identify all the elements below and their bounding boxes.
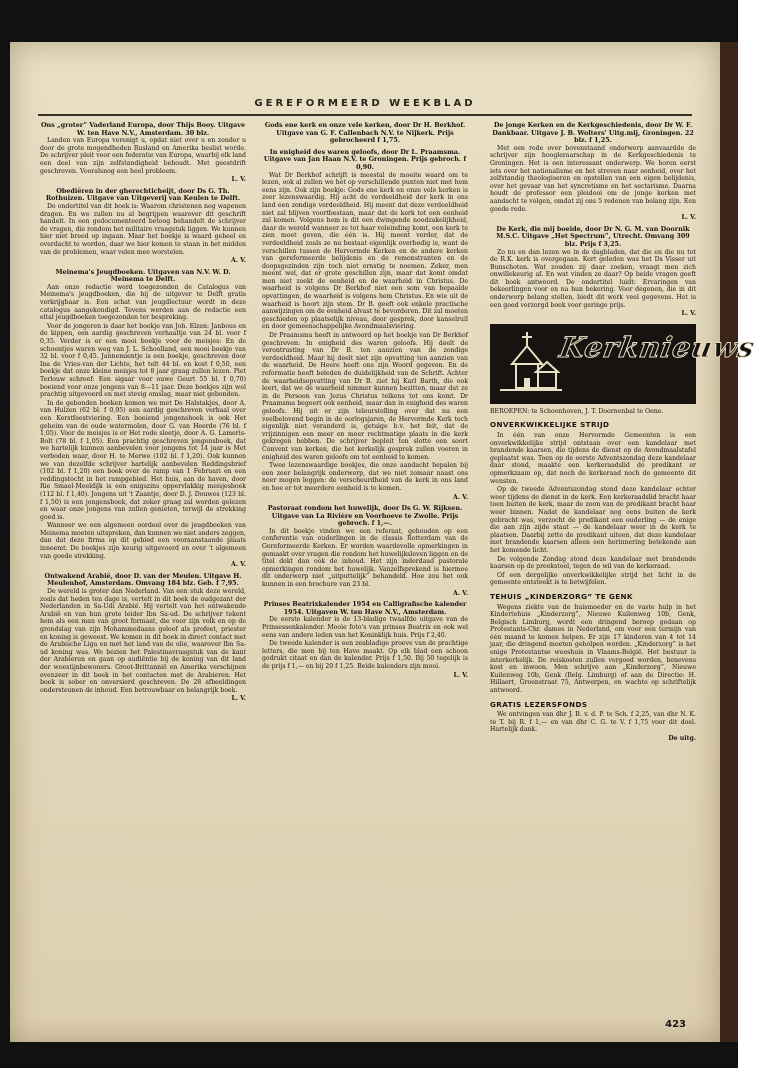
review-title: Ontwakend Arabië, door D. van der Meulen. Uitgave H. Meulenhof, Amsterdam. Omvang 184 blz. Geb. f 7,95. bbox=[44, 571, 242, 588]
review-paragraph: Twee lezenswaardige boekjes, die onze aandacht bepalen bij een zeer belangrijk onderwerp, dat we niet zomaar naast ons neer mogen leggen: de verscheurdheid van de kerk in ons land en hoe er tot meerdere eenheid is te komen. bbox=[262, 462, 468, 492]
review-author: A. V. bbox=[453, 589, 468, 597]
review-author: L. V. bbox=[681, 214, 696, 222]
section-paragraph: Wegens ziekte van de huismoeder en de vaste hulp in het Kindertehuis „Kinderzorg”, Nieuwe Kuilenweg 10b, Genk, Belgisch Limburg, wordt een dringend beroep gedaan op Protestants-Chr. dames in Nederland, om voor een termijn van één maand te komen helpen. Er zijn 17 kinderen van 4 tot 14 jaar, die dringend moeten geholpen worden. „Kinderzorg” is het enige Protestantse weeshuis in Vlaams-België. Het bestuur is interkerkelijk. De reiskosten zullen vergoed worden, benevens kost en inwoon. Men schrijve aan „Kinderzorg”, Nieuwe Kuilenweg 10b, Genk (Belg. Limburg) of aan de Directie: H. Hillaert, Groenstraat 75, Antwerpen, en wachte op schriftelijk antwoord. bbox=[490, 603, 696, 695]
news-section bbox=[490, 421, 696, 586]
review-title: Meinema's Jeugdboeken. Uitgaven van N.V. W. D. Meinema te Delft. bbox=[55, 267, 231, 284]
review-entry bbox=[262, 149, 468, 501]
closing-signature: De uitg. bbox=[668, 735, 696, 742]
review-title: De jonge Kerken en de Kerkgeschiedenis, door Dr W. F. Dankbaar. Uitgave J. B. Wolters' Uitg.mij, Groningen. 22 blz. f 1,25. bbox=[492, 121, 694, 145]
beroepen-text: BEROEPEN: te Schoonhoven, J. T. Doornenbal te Oene. bbox=[490, 407, 664, 415]
review-author: L. V. bbox=[231, 695, 246, 703]
review-paragraph: De eerste kalender is de 13-bladige twaalfde uitgave van de Prinsessenkalender. Mooie foto's van prinses Beatrix en ook wel eens van andere leden van het Koninklijk huis. Prijs f 2,40. bbox=[262, 616, 468, 639]
review-title: De Kerk, die mij boeide, door Dr N. G. M. van Doornik M.S.C. Uitgave „Het Spectrum”, Utrecht. Omvang 309 blz. Prijs f 3,25. bbox=[496, 224, 690, 248]
review-title: Gods ene kerk en onze vele kerken, door Dr H. Berkhof. Uitgave van G. F. Callenbach N.V. te Nijkerk. Prijs gebrocheerd f 1,75. bbox=[264, 121, 466, 145]
review-paragraph: De wereld is groter dan Nederland. Van een stuk deze wereld, zoals dat heden ten dage is, vertelt in dit boek de oudgezant der Nederlanden in Sa-Udi Arabië. Hij vertelt van het ontwakende Arabië en van hun grote leider Ibn Sa-ud. De schrijver tekent hem als een man van groot formaat, die voor zijn volk en op de grondslag van zijn Mohammedaans geloof als profeet, priester en koning is geweest. We komen in dit boek in direct contact met de Arabische Liga en met het land van de olie, waarover Ibn Sa-ud koning was. We bezien het Palestinavraagstuk van de kant der Arabieren en gaan op audiëntie bij de koning van dit land der woestijnbewoners. Groot-Brittannië en Amerika verschijnen evenzeer in dit boek in het contacten met de Arabieren. Het boek is sober en onversierd geschreven. De 28 afbeeldingen ondersteunen de inhoud. Een betrouwbaar en belangrijk boek. bbox=[40, 588, 246, 694]
review-entry bbox=[490, 226, 696, 318]
review-author: L. V. bbox=[231, 176, 246, 184]
review-paragraph: Dr Praamsma heeft in antwoord op het boekje van Dr Berkhof geschreven: In enigheid des waren geloofs. Hij deelt de verontrusting van Dr B. ten aanzien van de zondige verdeeldheid. Maar hij deelt niet zijn opvatting ten aanzien van de waarheid. De Heere heeft ons zijn Woord gegeven. En de reformatie heeft beleden de duidelijkheid van de Schrift. Achter de waarheidsopvatting van Dr B. ziet hij Karl Barth, die ook leert, dat we de waarheid nimmer kunnen bezitten, maar dat ze in de Persoon van Jezus Christus telkens tot ons komt. Dr Praamsma begeert ook eenheid, maar dan in enigheid des waren geloofs. Hij uit er zijn teleurstelling over dat nu een veelbelovend begin in de oorlogsjaren, de Hervormde Kerk toch eigenlijk niet veranderd is, getuige b.v. het feit, dat de vrijzinnigen een meer en meer rechtmatige plaats in die kerk gekregen hebben. De schrijver bepleit ten slotte een soort Convent van kerken, die het kerkelijk gesprek zullen voeren in enigheid des waren geloofs om tot eenheid te komen. bbox=[262, 332, 468, 461]
column-2 bbox=[262, 122, 468, 683]
review-paragraph: Voor de jongeren is daar het boekje van Joh. Elzen: Janbous en de kippen, een aardig geschreven verhaaltje van 24 bl. voor f 0,35. Verder is er een mooi boekje voor de meisjes: En de schoentjes waren weg van J. L. Schoolland, een mooi boekje van 32 bl. voor f 0,45. Jannemientje is een boekje, geschreven door Ina de Vries-van der Lichte, het telt 44 bl. en kost f 0,50, een boekje dat onze kleine meisjes tot 8 jaar graag zullen lezen. Piet Terlouw schreef: Een sigaar voor ouwe Geurt 55 bl. f 0,70) boeiend voor onze jongens van 8—11 jaar. Deze boekjes zijn wel prachtig uitgevoerd en met stevig omslag, maar niet gebonden. bbox=[40, 322, 246, 399]
review-paragraph: De tweede kalender is een zeabladige proeve van de prachtige letters, die men bij ten Have maakt. Op elk blad een schoon gedrukt citaat en dan de kalender. Prijs f 1,50. Bij 50 tegelijk is de prijs f 1,— en bij 20 f 1,25. Beide kalenders zijn mooi. bbox=[262, 640, 468, 670]
review-paragraph: Wat Dr Berkhof schrijft is meestal de moeite waard om te lezen, ook al zullen we het op verschillende punten niet met hem eens zijn. Ook zijn boekje: Gods ene kerk en onze vele kerken is zeer lezenswaardig. Hij acht de verdeeldheid der kerk in ons land een zondige verdeeldheid. Hij meent dat deze verdeeldheid niet zal blijven voortbestaan, maar dat de kerk tot een eenheid zal komen. Volgens hem is dit een dwingende noodzakelijkheid, daar de wereld wanneer ze tot haar voleinding komt, een kerk te zien moet geven, die één is. Hij meent verder, dat de verdeeldheid zoals ze nu bestaat eigenlijk overbodig is, want de verschillen tussen de Hervormde Kerken en de andere kerken van gereformeerde belijdenis en de remonstranten en de doopsgezinden zijn toch niet ernstig te noemen. Zeker, men meent wel, dat er grote geschillen zijn, maar dat komt omdat men niet zoekt de eenheid en de waarheid in Christus. De waarheid is volgens Dr Berkhof niet een som van bepaalde opvattingen, de waarheid is volgens hem Christus. En wie uit de waarheid is hoort zijn stem. Dr B. geeft ook enkele practische aanwijzingen om de eenheid alvast te bevorderen. Dit zal moeten geschieden op plaatselijk niveau, door gesprek, door kanselruil en door gemeenschappelijke Avondmaalsviering. bbox=[262, 171, 468, 331]
review-entry bbox=[490, 122, 696, 222]
review-entry bbox=[262, 601, 468, 679]
review-paragraph: In de gebonden boeken komen we met De Halstakjes, door A. van Hulzen (62 bl. f 0,95) een aardig geschreven verhaal over een Kerstfeestviering. Een boeiend jongensboek is ook Het geheim van de oude watermolen, door G. van Heerde (76 bl. f 1,05). Voor de meisjes is er Het rode sleetje, door A. G. Lameris-Bolt (78 bl. f 1,05). Een prachtig geschreven jongensboek, dat we hartelijk kunnen aanbevelen voor jongens tot 14 jaar is Met verboden waar, door H. te Merwe (102 bl. f 1,20). Ook kunnen we van dezelfde schrijver hartelijk aanbevelen Reddingsbrief (102 bl. f 1,20) een boek over de ramp van 1 Februari en een reddingstocht in het rampgebied. Het huis, aan de haven, door Rie Smael-Meeldijk is een enigszins oppervlakkig meisjesboek (112 bl. f 1,40). Jongens uit 't Zaantje, door D. J. Douwes (123 bl. f 1,50) is een jongensboek, dat zeker graag zal worden gelezen en waar onze jongens van zullen genieten, terwijl de strekking goed is. bbox=[40, 399, 246, 521]
section-paragraph: In één van onze Hervormde Gemeenten is een onverkwikkelijke strijd ontstaan over een kandelaar met brandende kaarsen, die tijdens de dienst op de Avondmaalstafel geplaatst was. Toen op de eerste Adventszondag deze kandelaar daar stond, maakte een kerkeraadslid de predikant er opmerkzaam op, dat noch de kerkeraad noch de gemeente dit wensten. bbox=[490, 432, 696, 485]
review-paragraph: Met een rede over bovenstaand onderwerp aanvaardde de schrijver zijn hoogleraarschap in de Kerkgeschiedenis te Groningen. Het is een interessant onderwerp. We horen eerst iets over het nationalisme en het streven naar eenheid, over het zelfstandig theologiseren en opstellen van een eigen belijdenis, over het gevaar van het syncretisme en het sectarisme. Daarna houdt de professor een pleidooi om de jonge kerken met aandacht te volgen, omdat zij ons 5 redenen van belang zijn. Een goede rede. bbox=[490, 144, 696, 213]
news-section bbox=[490, 701, 696, 743]
review-author: L. V. bbox=[453, 671, 468, 679]
review-paragraph: Zo nu en dan lezen we in de dagbladen, dat die en die nu tot de R.K. kerk is overgegaan. Kort geleden was het Ds Visser uit Bunschoten. Wat zouden zij daar zoeken, vraagt men zich onwillekeurig af. En wat vinden ze daar? Op beide vragen geeft dit boek antwoord. De ondertitel luidt: Ervaringen van bekeerlingen voor en na hun bekering. Voor degenen, die in dit onderwerp belang stellen, biedt dit werk veel gegevens. Het is een goed verzorgd boek voor geringe prijs. bbox=[490, 248, 696, 309]
page-header: GEREFORMEERD WEEKBLAD bbox=[254, 98, 476, 109]
section-paragraph: Op de tweede Adventszondag stond deze kandelaar echter weer tijdens de dienst in de kerk. Een kerkeraadslid bracht haar toen buiten de kerk, maar de zoon van de predikant bracht haar weer binnen. Nadat de kandelaar nog eens buiten de kerk gebracht was, verzocht de predikant een ouderling — de enige die aan zijn zijde staat — de kandelaar weer in de kerk te plaatsen. Daarbij zette de predikant uiteen, dat deze kandelaar met brandende kaarsen alleen een herinnering betekende aan het komende licht. bbox=[490, 486, 696, 554]
review-title: Pastoraat rondom het huwelijk, door Ds G. W. Rijksen. Uitgave van La Rivière en Voorhoeve te Zwolle. Prijs gebroch. f 1,—. bbox=[267, 504, 463, 528]
review-author: A. V. bbox=[453, 493, 468, 501]
section-paragraph: Of een dergelijke onverkwikkelijke strijd het licht in de gemeente ontsteekt is te betwijfelen. bbox=[490, 571, 696, 587]
review-paragraph: Wanneer we een algemeen oordeel over de jeugdboeken van Meinema moeten uitspreken, dan kunnen we niet anders zeggen, dan dat deze firma op dit gebied een vooraanstaande plaats inneemt. De boekjes zijn keurig uitgevoerd en over 't algemeen van goede strekking. bbox=[40, 522, 246, 560]
review-title: Prinses Beatrixkalender 1954 en Calligrafische kalender 1954. Uitgaven W. ten Have N.V., Amsterdam. bbox=[263, 600, 467, 616]
review-title: Obediëren in der gherechticheijt, door Ds G. Th. Rothuizen. Uitgave van Uitgeverij van Keulen te Delft. bbox=[45, 186, 241, 203]
review-entry bbox=[40, 122, 246, 184]
review-author: L. V. bbox=[681, 310, 696, 318]
news-section bbox=[490, 593, 696, 695]
section-paragraph: We ontvingen van dhr J. B. v. d. P. te Sch. f 2,25, van dhr N. K. te T. bij R. f 1,— en van dhr C. G. te V. f 1,75 voor dit doel. Hartelijk dank. bbox=[490, 711, 696, 734]
header-rule bbox=[38, 114, 692, 116]
section-heading: GRATIS LEZERSFONDS bbox=[490, 699, 588, 709]
book-spine bbox=[720, 42, 738, 1042]
review-entry bbox=[40, 573, 246, 703]
review-entry bbox=[40, 188, 246, 265]
review-paragraph: Aan onze redactie werd toegezonden de Catalogus van Meinema's jeugdboeken, die bij de uitgever te Delft gratis verkrijgbaar is. Een schat van jeugdlectuur wordt in deze catalogus aangekondigd. Tevens werden aan de redactie een eltal jeugdboeken toegezonden ter bespreking. bbox=[40, 283, 246, 322]
section-heading: ONVERKWIKKELIJKE STRIJD bbox=[490, 420, 610, 430]
column-1 bbox=[40, 122, 246, 707]
page-number: 423 bbox=[665, 1019, 686, 1030]
column-3 bbox=[490, 121, 758, 743]
kerknieuws-banner bbox=[490, 324, 758, 404]
review-author: A. V. bbox=[231, 561, 246, 569]
review-author: A. V. bbox=[231, 257, 246, 265]
section-paragraph: De volgende Zondag stond deze kandelaar met brandende kaarsen op de preekstoel, tegen de wil van de kerkeraad. bbox=[490, 555, 696, 571]
review-paragraph: Landen van Europa verenigt u, opdat niet over u en zonder u door de grote mogendheden Rusland en Amerika beslist worde. De schrijver pleit voor een federatie van Europa, waarbij elk land een deel van zijn zelfstandigheid behoudt. Met geestdrift geschreven. Vooralsnog een heel probleem. bbox=[40, 137, 246, 175]
review-paragraph: De ondertitel van dit boek is: Waarom christenen nog wapenen dragen. En we zullen nu al begrijpen waarover dit geschrift handelt. In een gedocumenteerd betoog behandelt de schrijver de vragen, die rondom het militaire vraagstuk liggen. We kunnen hier niet breed op ingaan. Maar het boekje is waard geheel en overdacht te worden, daar we hier komen te staan in het midden van de problemen, waar velen mee worstelen. bbox=[40, 202, 246, 256]
banner-title: Kerknieuws bbox=[557, 330, 758, 364]
section-heading: TEHUIS „KINDERZORG” TE GENK bbox=[490, 591, 633, 601]
review-title: Ons „groter” Vaderland Europa, door Thijs Booy. Uitgave W. ten Have N.V., Amsterdam. 30 blz. bbox=[40, 121, 246, 137]
review-entry bbox=[262, 122, 468, 145]
review-title: In enigheid des waren geloofs, door Dr L. Praamsma. Uitgave van Jan Haan N.V. te Groningen. Prijs gebroch. f 0,90. bbox=[263, 147, 467, 171]
review-entry bbox=[262, 505, 468, 597]
review-entry bbox=[40, 269, 246, 569]
review-paragraph: In dit boekje vinden we een referaat, gehouden op een conferentie van ouderlingen in de classis Rotterdam van de Gereformeerde Kerken. Er worden waardevolle opmerkingen in gemaakt over vragen die rondom het huwelijksleven liggen en de titel dekt dan ook de inhoud. Het zijn inderdaad pastorale opmerkingen rondom het huwelijk. Vanzelfsprekend is hiermee dit onderwerp niet „uitputtelijk” behandeld. Hoe zou het ook kunnen in een brochure van 23 bl. bbox=[262, 527, 468, 589]
newspaper-page bbox=[10, 42, 758, 1042]
